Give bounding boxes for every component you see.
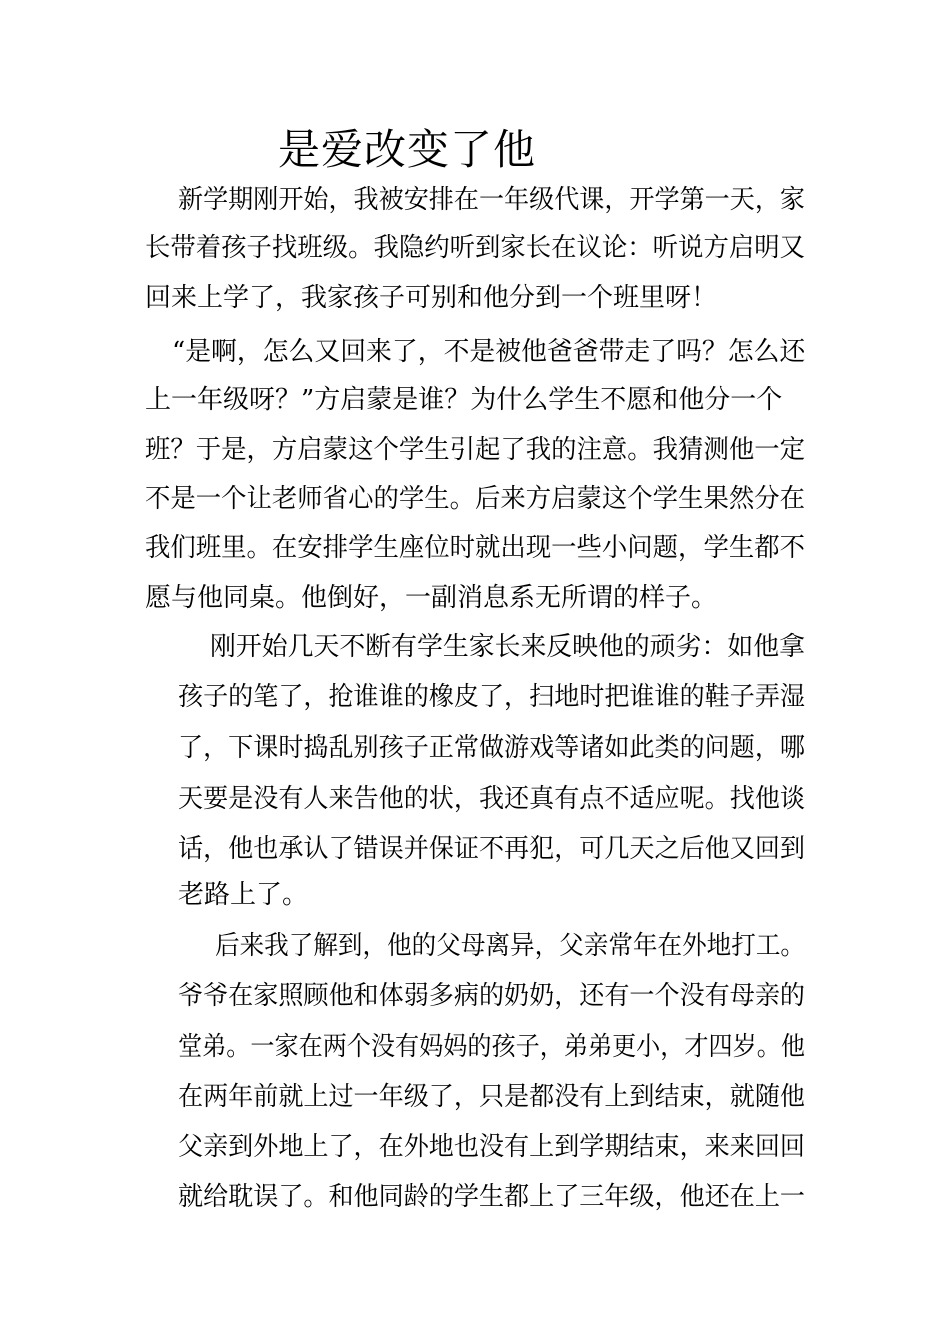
- paragraph-line: 就给耽误了。和他同龄的学生都上了三年级，他还在上一: [178, 1182, 806, 1212]
- paragraph-line: 不是一个让老师省心的学生。后来方启蒙这个学生果然分在: [145, 484, 805, 514]
- paragraph-line: 新学期刚开始，我被安排在一年级代课，开学第一天，家: [178, 185, 806, 215]
- paragraph-line: 爷爷在家照顾他和体弱多病的奶奶，还有一个没有母亲的: [178, 981, 806, 1011]
- paragraph-line: 了，下课时捣乱别孩子正常做游戏等诸如此类的问题，哪: [178, 733, 806, 763]
- paragraph-line: 天要是没有人来告他的状，我还真有点不适应呢。找他谈: [178, 784, 806, 814]
- document-title: 是爱改变了他: [278, 125, 537, 174]
- paragraph-line: 长带着孩子找班级。我隐约听到家长在议论：听说方启明又: [145, 233, 805, 263]
- paragraph-line: 孩子的笔了，抢谁谁的橡皮了，扫地时把谁谁的鞋子弄湿: [178, 682, 806, 712]
- paragraph-line: 话，他也承认了错误并保证不再犯，可几天之后他又回到: [178, 834, 806, 864]
- paragraph-line: 愿与他同桌。他倒好，一副消息系无所谓的样子。: [145, 583, 718, 613]
- paragraph-line: 回来上学了，我家孩子可别和他分到一个班里呀！: [145, 283, 718, 313]
- paragraph-line: “是啊，怎么又回来了，不是被他爸爸带走了吗？怎么还: [172, 337, 806, 367]
- paragraph-line: 堂弟。一家在两个没有妈妈的孩子，弟弟更小，才四岁。他: [178, 1032, 806, 1062]
- paragraph-line: 后来我了解到，他的父母离异，父亲常年在外地打工。: [215, 931, 806, 961]
- paragraph-line: 上一年级呀？”方启蒙是谁？为什么学生不愿和他分一个: [145, 385, 783, 415]
- paragraph-line: 刚开始几天不断有学生家长来反映他的顽劣：如他拿: [210, 632, 806, 662]
- paragraph-line: 班？于是，方启蒙这个学生引起了我的注意。我猜测他一定: [145, 435, 805, 465]
- paragraph-line: 老路上了。: [178, 880, 309, 910]
- paragraph-line: 我们班里。在安排学生座位时就出现一些小问题，学生都不: [145, 533, 805, 563]
- paragraph-line: 父亲到外地上了，在外地也没有上到学期结束，来来回回: [178, 1132, 806, 1162]
- paragraph-line: 在两年前就上过一年级了，只是都没有上到结束，就随他: [178, 1082, 806, 1112]
